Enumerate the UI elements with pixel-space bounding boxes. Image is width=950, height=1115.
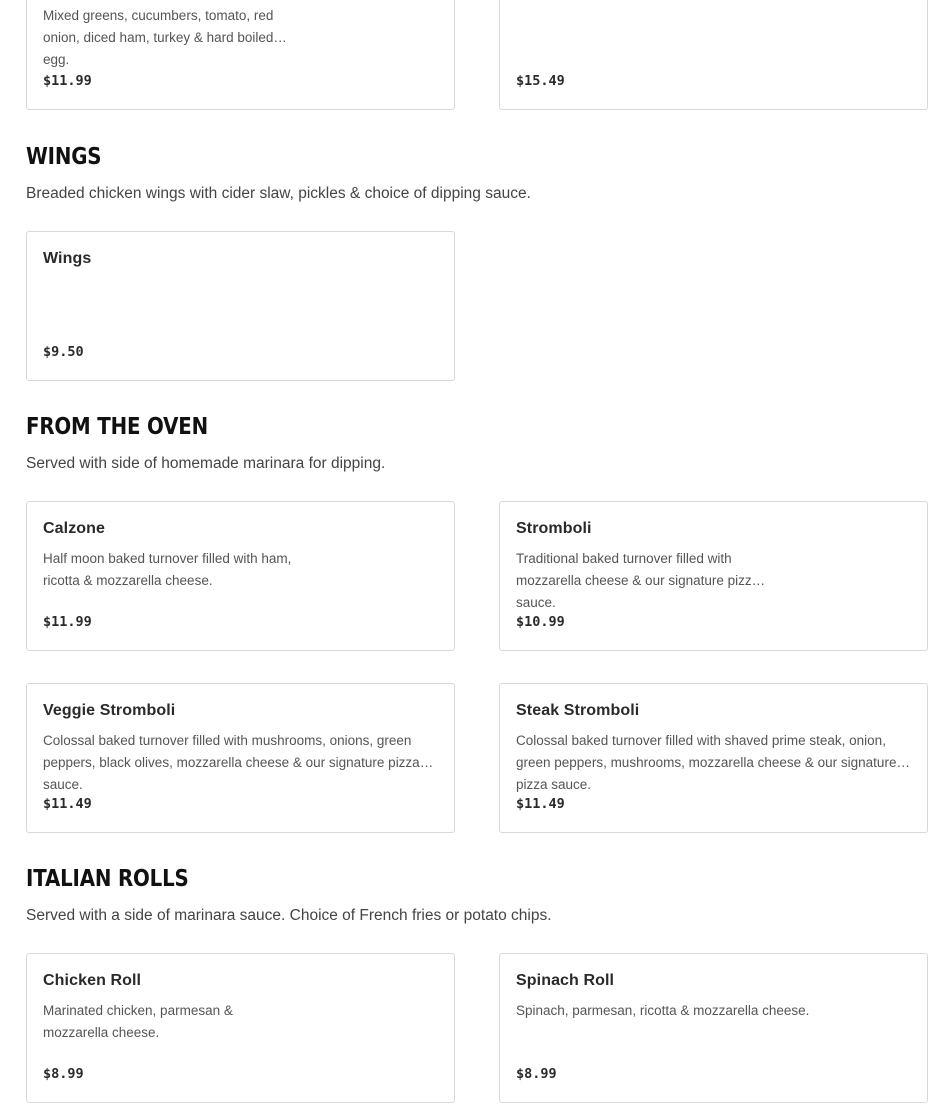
menu-item-price: $8.99 (43, 1066, 84, 1082)
menu-item-price: $10.99 (516, 614, 565, 630)
section-title-wings: WINGS (26, 144, 102, 170)
menu-item-card[interactable] (26, 0, 455, 110)
menu-item-card[interactable] (499, 0, 928, 110)
menu-item-price: $11.49 (516, 796, 565, 812)
menu-item-price: $9.50 (43, 344, 84, 360)
menu-item-description: Colossal baked turnover filled with mushrooms, onions, green peppers, black olives, mozzarella cheese & our signature pizza sauce. (43, 733, 420, 792)
menu-item-description: Half moon baked turnover filled with ham, ricotta & mozzarella cheese. (43, 551, 292, 588)
menu-item-card[interactable] (26, 501, 455, 651)
section-description-rolls: Served with a side of marinara sauce. Choice of French fries or potato chips. (26, 907, 552, 924)
menu-item-price: $8.99 (516, 1066, 557, 1082)
menu-item-name: Steak Stromboli (516, 702, 640, 719)
menu-item-card[interactable] (26, 683, 455, 833)
section-title-rolls: ITALIAN ROLLS (26, 866, 189, 892)
menu-item-description: Mixed greens, cucumbers, tomato, red onion, diced ham, turkey & hard boiled egg. (43, 8, 274, 67)
menu-item-name: Calzone (43, 520, 106, 537)
menu-item-card[interactable] (499, 501, 928, 651)
section-description-wings: Breaded chicken wings with cider slaw, pickles & choice of dipping sauce. (26, 185, 531, 202)
menu-item-price: $11.99 (43, 614, 92, 630)
menu-item-name: Chicken Roll (43, 972, 142, 989)
menu-item-description: Marinated chicken, parmesan & mozzarella cheese. (43, 1003, 233, 1040)
menu-item-price: $11.49 (43, 796, 92, 812)
menu-item-name: Stromboli (516, 520, 592, 537)
menu-item-price: $15.49 (516, 73, 565, 89)
section-title-oven: FROM THE OVEN (26, 414, 208, 440)
menu-item-price: $11.99 (43, 73, 92, 89)
menu-item-card[interactable] (499, 683, 928, 833)
menu-item-name: Veggie Stromboli (43, 702, 176, 719)
menu-item-description: Colossal baked turnover filled with shaved prime steak, onion, green peppers, mushrooms, mozzarella cheese & our signature pizza sauce. (516, 733, 897, 792)
menu-item-name: Wings (43, 250, 92, 267)
menu-item-card[interactable] (499, 953, 928, 1103)
menu-item-card[interactable] (26, 953, 455, 1103)
menu-item-description: Traditional baked turnover filled with mozzarella cheese & our signature pizza sauce. (516, 551, 760, 610)
menu-item-description: Spinach, parmesan, ricotta & mozzarella cheese. (516, 1003, 810, 1018)
menu-item-name: Spinach Roll (516, 972, 615, 989)
menu-item-card[interactable] (26, 231, 455, 381)
section-description-oven: Served with side of homemade marinara for dipping. (26, 455, 386, 472)
